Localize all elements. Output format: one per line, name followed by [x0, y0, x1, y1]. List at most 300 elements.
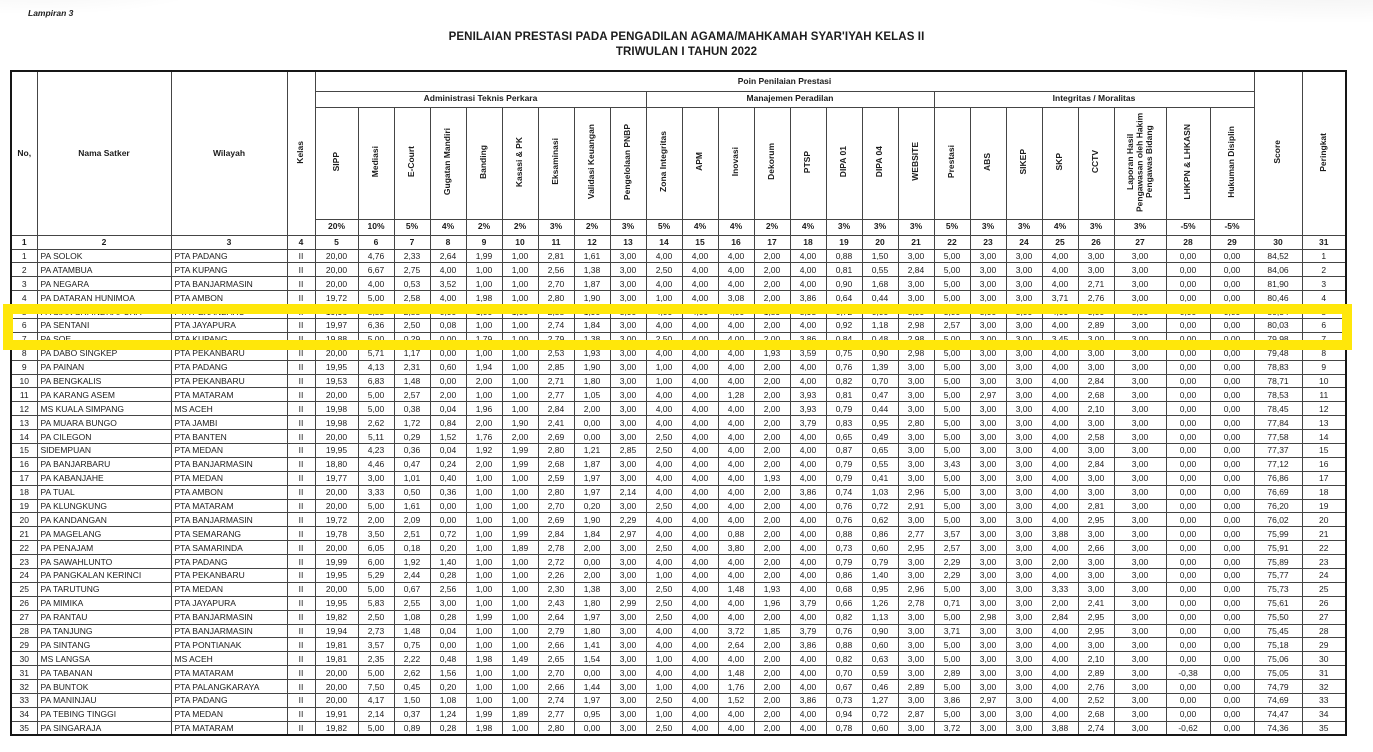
cell-value: 3,00	[1006, 485, 1042, 499]
column-weight: 3%	[538, 219, 574, 235]
cell-nama-satker: PA KABANJAHE	[37, 471, 171, 485]
cell-value: 2,00	[430, 388, 466, 402]
cell-value: 2,89	[1078, 666, 1114, 680]
cell-value: 2,75	[394, 263, 430, 277]
cell-value: 1,99	[466, 249, 502, 263]
cell-value: 3,00	[898, 471, 934, 485]
cell-value: 5,00	[934, 513, 970, 527]
cell-nama-satker: MS KUALA SIMPANG	[37, 402, 171, 416]
cell-value: 1,00	[646, 568, 682, 582]
cell-value: 5,00	[934, 388, 970, 402]
cell-value: 3,00	[1006, 555, 1042, 569]
cell-kelas: II	[287, 499, 315, 513]
cell-peringkat: 32	[1302, 680, 1346, 694]
cell-value: 2,77	[538, 388, 574, 402]
cell-value: 2,84	[1078, 374, 1114, 388]
cell-value: 0,66	[826, 596, 862, 610]
cell-value: 4,00	[682, 513, 718, 527]
cell-value: 0,72	[862, 707, 898, 721]
cell-value: 2,50	[358, 610, 394, 624]
cell-value: 0,74	[826, 485, 862, 499]
cell-wilayah: PTA BANJARMASIN	[171, 457, 287, 471]
cell-value: 5,00	[934, 485, 970, 499]
cell-value: 1,89	[502, 707, 538, 721]
cell-value: 0,00	[1166, 471, 1210, 485]
cell-value: 1,93	[754, 471, 790, 485]
cell-value: 1,92	[394, 555, 430, 569]
cell-value: 1,84	[574, 527, 610, 541]
cell-value: 3,00	[970, 638, 1006, 652]
cell-value: 2,98	[898, 346, 934, 360]
column-number: 29	[1210, 235, 1254, 249]
cell-value: 2,73	[358, 624, 394, 638]
cell-value: 3,00	[970, 680, 1006, 694]
cell-value: 3,00	[898, 277, 934, 291]
cell-value: 3,00	[610, 374, 646, 388]
cell-value: 1,21	[574, 443, 610, 457]
column-number: 26	[1078, 235, 1114, 249]
cell-no: 29	[11, 638, 37, 652]
cell-value: 3,88	[1042, 527, 1078, 541]
cell-nama-satker: PA SENTANI	[37, 318, 171, 332]
cell-value: 4,00	[430, 291, 466, 305]
cell-value: 4,00	[646, 277, 682, 291]
cell-value: 1,00	[646, 680, 682, 694]
cell-value: 0,00	[1210, 471, 1254, 485]
cell-value: 2,57	[934, 318, 970, 332]
cell-value: 3,00	[1006, 624, 1042, 638]
cell-nama-satker: PA SOLOK	[37, 249, 171, 263]
cell-value: 3,00	[1114, 568, 1166, 582]
cell-peringkat: 28	[1302, 624, 1346, 638]
cell-value: 4,00	[682, 624, 718, 638]
cell-value: 1,00	[466, 263, 502, 277]
cell-value: 3,00	[898, 568, 934, 582]
column-header-label: Dekorum	[766, 143, 777, 181]
cell-value: 2,98	[970, 610, 1006, 624]
column-header-zona-integritas	[646, 107, 682, 219]
cell-value: 4,00	[1042, 443, 1078, 457]
cell-value: 20,00	[315, 694, 358, 708]
table-row	[11, 443, 1346, 457]
cell-value: 0,00	[430, 374, 466, 388]
cell-value: 3,00	[970, 360, 1006, 374]
cell-value: 0,36	[394, 443, 430, 457]
cell-peringkat: 35	[1302, 721, 1346, 735]
cell-no: 20	[11, 513, 37, 527]
cell-value: 2,71	[1078, 277, 1114, 291]
cell-value: 1,00	[502, 277, 538, 291]
cell-value: 1,90	[574, 305, 610, 319]
cell-value: 20,00	[315, 582, 358, 596]
cell-kelas: II	[287, 596, 315, 610]
cell-value: 1,48	[394, 624, 430, 638]
cell-value: 0,60	[862, 541, 898, 555]
cell-value: 3,00	[970, 707, 1006, 721]
cell-value: 3,00	[1006, 541, 1042, 555]
cell-nama-satker: MS LANGSA	[37, 652, 171, 666]
cell-value: 4,00	[790, 499, 826, 513]
column-number: 16	[718, 235, 754, 249]
cell-value: 19,95	[315, 443, 358, 457]
cell-value: 20,00	[315, 666, 358, 680]
cell-value: 3,00	[1006, 721, 1042, 735]
header-wilayah: Wilayah	[171, 71, 287, 235]
cell-value: 4,00	[718, 485, 754, 499]
cell-value: 3,00	[970, 430, 1006, 444]
cell-value: 1,00	[466, 471, 502, 485]
cell-value: 3,57	[358, 638, 394, 652]
cell-kelas: II	[287, 582, 315, 596]
cell-value: 1,41	[574, 638, 610, 652]
table-row	[11, 277, 1346, 291]
title-line-1: PENILAIAN PRESTASI PADA PENGADILAN AGAMA/MAHKAMAH SYAR'IYAH KELAS II	[448, 31, 925, 43]
cell-value: 1,00	[466, 388, 502, 402]
cell-value: 5,00	[934, 291, 970, 305]
cell-value: 19,91	[315, 707, 358, 721]
column-number: 8	[430, 235, 466, 249]
cell-value: 4,00	[718, 513, 754, 527]
cell-value: 1,00	[646, 360, 682, 374]
cell-value: 4,00	[682, 568, 718, 582]
cell-value: 1,56	[430, 666, 466, 680]
cell-value: 2,00	[754, 652, 790, 666]
cell-value: 3,88	[1042, 721, 1078, 735]
column-header-label: SKP	[1054, 153, 1065, 171]
cell-value: 2,00	[754, 555, 790, 569]
table-row	[11, 638, 1346, 652]
cell-value: 2,96	[898, 582, 934, 596]
cell-peringkat: 3	[1302, 277, 1346, 291]
cell-value: 0,55	[862, 457, 898, 471]
cell-value: 3,50	[358, 527, 394, 541]
cell-value: 2,30	[538, 582, 574, 596]
cell-peringkat: 33	[1302, 694, 1346, 708]
cell-value: 2,89	[934, 666, 970, 680]
cell-value: 0,95	[862, 416, 898, 430]
cell-value: 3,00	[1006, 596, 1042, 610]
column-header-ptsp	[790, 107, 826, 219]
cell-value: 4,00	[682, 471, 718, 485]
cell-value: 6,05	[358, 541, 394, 555]
cell-value: 5,00	[934, 443, 970, 457]
cell-value: 0,00	[1210, 610, 1254, 624]
cell-value: 4,46	[358, 457, 394, 471]
cell-wilayah: PTA PONTIANAK	[171, 638, 287, 652]
cell-value: 3,00	[1006, 416, 1042, 430]
cell-value: 4,00	[682, 541, 718, 555]
cell-value: 2,76	[1078, 680, 1114, 694]
cell-value: 20,00	[315, 430, 358, 444]
cell-value: 0,00	[1210, 360, 1254, 374]
cell-value: 0,00	[1166, 610, 1210, 624]
cell-value: 2,00	[754, 568, 790, 582]
cell-value: 1,00	[646, 652, 682, 666]
cell-value: 1,79	[466, 332, 502, 346]
cell-value: 1,00	[466, 638, 502, 652]
cell-value: 0,67	[826, 680, 862, 694]
cell-peringkat: 34	[1302, 707, 1346, 721]
cell-value: 5,00	[934, 638, 970, 652]
cell-value: 0,00	[1166, 263, 1210, 277]
cell-no: 33	[11, 694, 37, 708]
cell-value: 2,77	[898, 527, 934, 541]
cell-value: 0,00	[1210, 555, 1254, 569]
cell-score: 75,89	[1254, 555, 1302, 569]
cell-value: 2,00	[754, 680, 790, 694]
cell-wilayah: PTA PEKANBARU	[171, 305, 287, 319]
cell-value: 1,87	[574, 277, 610, 291]
cell-value: 1,92	[466, 443, 502, 457]
cell-value: 1,00	[502, 402, 538, 416]
cell-value: 3,00	[1006, 707, 1042, 721]
column-header-label: Banding	[478, 144, 489, 179]
cell-value: 0,48	[862, 332, 898, 346]
subgroup-integritas: Integritas / Moralitas	[934, 91, 1254, 107]
cell-value: 1,00	[502, 624, 538, 638]
cell-value: 0,00	[1166, 457, 1210, 471]
cell-peringkat: 21	[1302, 527, 1346, 541]
cell-value: 1,72	[394, 416, 430, 430]
cell-value: 2,84	[1078, 457, 1114, 471]
cell-value: 4,00	[718, 318, 754, 332]
cell-value: 3,72	[934, 721, 970, 735]
cell-value: 3,00	[610, 582, 646, 596]
cell-value: 3,00	[970, 402, 1006, 416]
cell-value: 2,00	[754, 541, 790, 555]
cell-value: 3,00	[898, 555, 934, 569]
cell-value: 3,00	[1078, 346, 1114, 360]
cell-kelas: II	[287, 305, 315, 319]
cell-value: 0,00	[1210, 346, 1254, 360]
cell-value: 5,00	[358, 582, 394, 596]
cell-value: 3,00	[610, 666, 646, 680]
cell-value: 2,66	[538, 680, 574, 694]
cell-score: 75,50	[1254, 610, 1302, 624]
cell-value: 0,00	[1210, 624, 1254, 638]
cell-value: 3,00	[970, 568, 1006, 582]
cell-no: 35	[11, 721, 37, 735]
cell-kelas: II	[287, 374, 315, 388]
cell-value: 3,00	[898, 666, 934, 680]
cell-value: 1,00	[502, 346, 538, 360]
cell-value: 4,00	[1042, 305, 1078, 319]
cell-value: 4,00	[790, 721, 826, 735]
cell-value: 5,00	[358, 388, 394, 402]
column-header-kasasi-pk	[502, 107, 538, 219]
cell-value: 0,04	[430, 402, 466, 416]
cell-value: 3,00	[1114, 499, 1166, 513]
column-weight: 4%	[790, 219, 826, 235]
cell-value: 2,00	[466, 457, 502, 471]
cell-value: 1,98	[466, 652, 502, 666]
cell-value: 2,22	[394, 652, 430, 666]
cell-kelas: II	[287, 277, 315, 291]
cell-no: 2	[11, 263, 37, 277]
cell-value: 2,96	[898, 485, 934, 499]
cell-value: 0,00	[430, 638, 466, 652]
cell-value: 4,00	[682, 721, 718, 735]
cell-value: 3,00	[610, 318, 646, 332]
cell-value: 20,00	[315, 346, 358, 360]
cell-value: 4,76	[358, 249, 394, 263]
cell-wilayah: PTA PALANGKARAYA	[171, 680, 287, 694]
cell-value: 2,81	[538, 249, 574, 263]
cell-value: 4,00	[718, 360, 754, 374]
cell-value: 1,97	[574, 471, 610, 485]
column-number: 9	[466, 235, 502, 249]
cell-value: 0,00	[430, 346, 466, 360]
cell-value: 2,80	[898, 416, 934, 430]
cell-value: 4,00	[790, 666, 826, 680]
cell-value: 3,00	[970, 582, 1006, 596]
page-title	[0, 30, 1373, 60]
cell-value: 2,00	[754, 374, 790, 388]
cell-value: 2,84	[538, 527, 574, 541]
cell-value: 2,85	[610, 443, 646, 457]
column-header-abs	[970, 107, 1006, 219]
cell-score: 75,77	[1254, 568, 1302, 582]
cell-value: 3,00	[1078, 471, 1114, 485]
cell-value: 1,00	[502, 568, 538, 582]
cell-value: 4,00	[790, 568, 826, 582]
cell-value: 0,20	[430, 541, 466, 555]
cell-value: 2,50	[646, 263, 682, 277]
cell-value: 0,00	[574, 416, 610, 430]
cell-value: -0,62	[1166, 721, 1210, 735]
cell-value: 3,86	[790, 638, 826, 652]
cell-value: 3,00	[1114, 360, 1166, 374]
cell-value: 2,84	[538, 402, 574, 416]
cell-value: 2,00	[1042, 596, 1078, 610]
cell-value: 3,00	[1114, 555, 1166, 569]
cell-value: 4,00	[646, 416, 682, 430]
cell-value: 3,00	[610, 471, 646, 485]
cell-value: 2,77	[538, 707, 574, 721]
cell-value: 0,00	[1210, 430, 1254, 444]
cell-value: 5,00	[934, 374, 970, 388]
column-header-dipa-04	[862, 107, 898, 219]
cell-value: 0,18	[394, 541, 430, 555]
cell-value: 3,00	[970, 305, 1006, 319]
cell-kelas: II	[287, 291, 315, 305]
cell-value: 0,00	[1210, 499, 1254, 513]
cell-value: 2,58	[394, 291, 430, 305]
cell-no: 7	[11, 332, 37, 346]
cell-score: 75,05	[1254, 666, 1302, 680]
cell-no: 26	[11, 596, 37, 610]
cell-value: 19,78	[315, 527, 358, 541]
cell-nama-satker: PA BENGKALIS	[37, 374, 171, 388]
cell-value: 2,57	[394, 388, 430, 402]
cell-value: 3,00	[1114, 277, 1166, 291]
cell-value: 2,68	[1078, 388, 1114, 402]
cell-nama-satker: PA TUAL	[37, 485, 171, 499]
cell-score: 75,61	[1254, 596, 1302, 610]
cell-score: 77,12	[1254, 457, 1302, 471]
cell-value: 0,79	[826, 402, 862, 416]
cell-value: 3,00	[1006, 513, 1042, 527]
table-row	[11, 374, 1346, 388]
cell-value: 2,00	[754, 249, 790, 263]
cell-value: 19,96	[315, 305, 358, 319]
cell-peringkat: 5	[1302, 305, 1346, 319]
cell-kelas: II	[287, 555, 315, 569]
cell-value: 4,00	[790, 263, 826, 277]
column-weight: 2%	[466, 219, 502, 235]
cell-wilayah: PTA MATARAM	[171, 721, 287, 735]
cell-value: 4,00	[682, 443, 718, 457]
cell-value: 0,00	[1166, 360, 1210, 374]
cell-value: 3,00	[610, 610, 646, 624]
cell-score: 74,47	[1254, 707, 1302, 721]
cell-value: 2,33	[394, 249, 430, 263]
column-header-dekorum	[754, 107, 790, 219]
cell-value: 0,65	[862, 443, 898, 457]
cell-value: 2,70	[538, 277, 574, 291]
cell-nama-satker: PA TEBING TINGGI	[37, 707, 171, 721]
cell-value: 4,00	[790, 680, 826, 694]
cell-value: 0,00	[1166, 388, 1210, 402]
cell-kelas: II	[287, 680, 315, 694]
cell-value: 0,00	[574, 555, 610, 569]
cell-value: 4,00	[718, 402, 754, 416]
cell-value: 5,00	[358, 291, 394, 305]
cell-value: 1,28	[718, 388, 754, 402]
cell-value: 0,00	[574, 666, 610, 680]
cell-value: 4,00	[790, 527, 826, 541]
cell-value: 2,57	[934, 541, 970, 555]
cell-value: 5,00	[358, 402, 394, 416]
cell-value: 4,00	[1042, 346, 1078, 360]
cell-value: 0,79	[826, 555, 862, 569]
cell-value: 2,00	[754, 638, 790, 652]
cell-value: 4,00	[646, 471, 682, 485]
cell-value: 1,00	[502, 513, 538, 527]
cell-value: 3,00	[898, 291, 934, 305]
cell-value: 0,20	[574, 499, 610, 513]
cell-value: 2,41	[1078, 596, 1114, 610]
cell-value: 0,40	[430, 471, 466, 485]
cell-value: 1,00	[466, 582, 502, 596]
cell-wilayah: PTA SEMARANG	[171, 527, 287, 541]
cell-value: 2,95	[1078, 624, 1114, 638]
cell-value: 2,66	[1078, 541, 1114, 555]
cell-value: 2,50	[646, 596, 682, 610]
cell-no: 1	[11, 249, 37, 263]
cell-value: 4,00	[1042, 277, 1078, 291]
cell-value: 4,00	[682, 610, 718, 624]
column-header-apm	[682, 107, 718, 219]
cell-value: 0,00	[1210, 485, 1254, 499]
column-header-prestasi	[934, 107, 970, 219]
cell-value: 0,00	[1166, 485, 1210, 499]
cell-value: 20,00	[315, 485, 358, 499]
column-header-label: Hukuman Disiplin	[1226, 125, 1237, 198]
cell-value: 6,67	[358, 263, 394, 277]
cell-value: 3,33	[1042, 582, 1078, 596]
cell-nama-satker: PA SIAK SRI INDRAPURA	[37, 305, 171, 319]
cell-wilayah: PTA PEKANBARU	[171, 346, 287, 360]
cell-peringkat: 25	[1302, 582, 1346, 596]
cell-value: 0,70	[826, 666, 862, 680]
cell-value: 3,00	[1078, 249, 1114, 263]
lampiran-label: Lampiran 3	[28, 8, 74, 18]
cell-value: 0,82	[826, 652, 862, 666]
cell-value: 19,98	[315, 402, 358, 416]
table-row	[11, 721, 1346, 735]
cell-value: 0,00	[1210, 277, 1254, 291]
